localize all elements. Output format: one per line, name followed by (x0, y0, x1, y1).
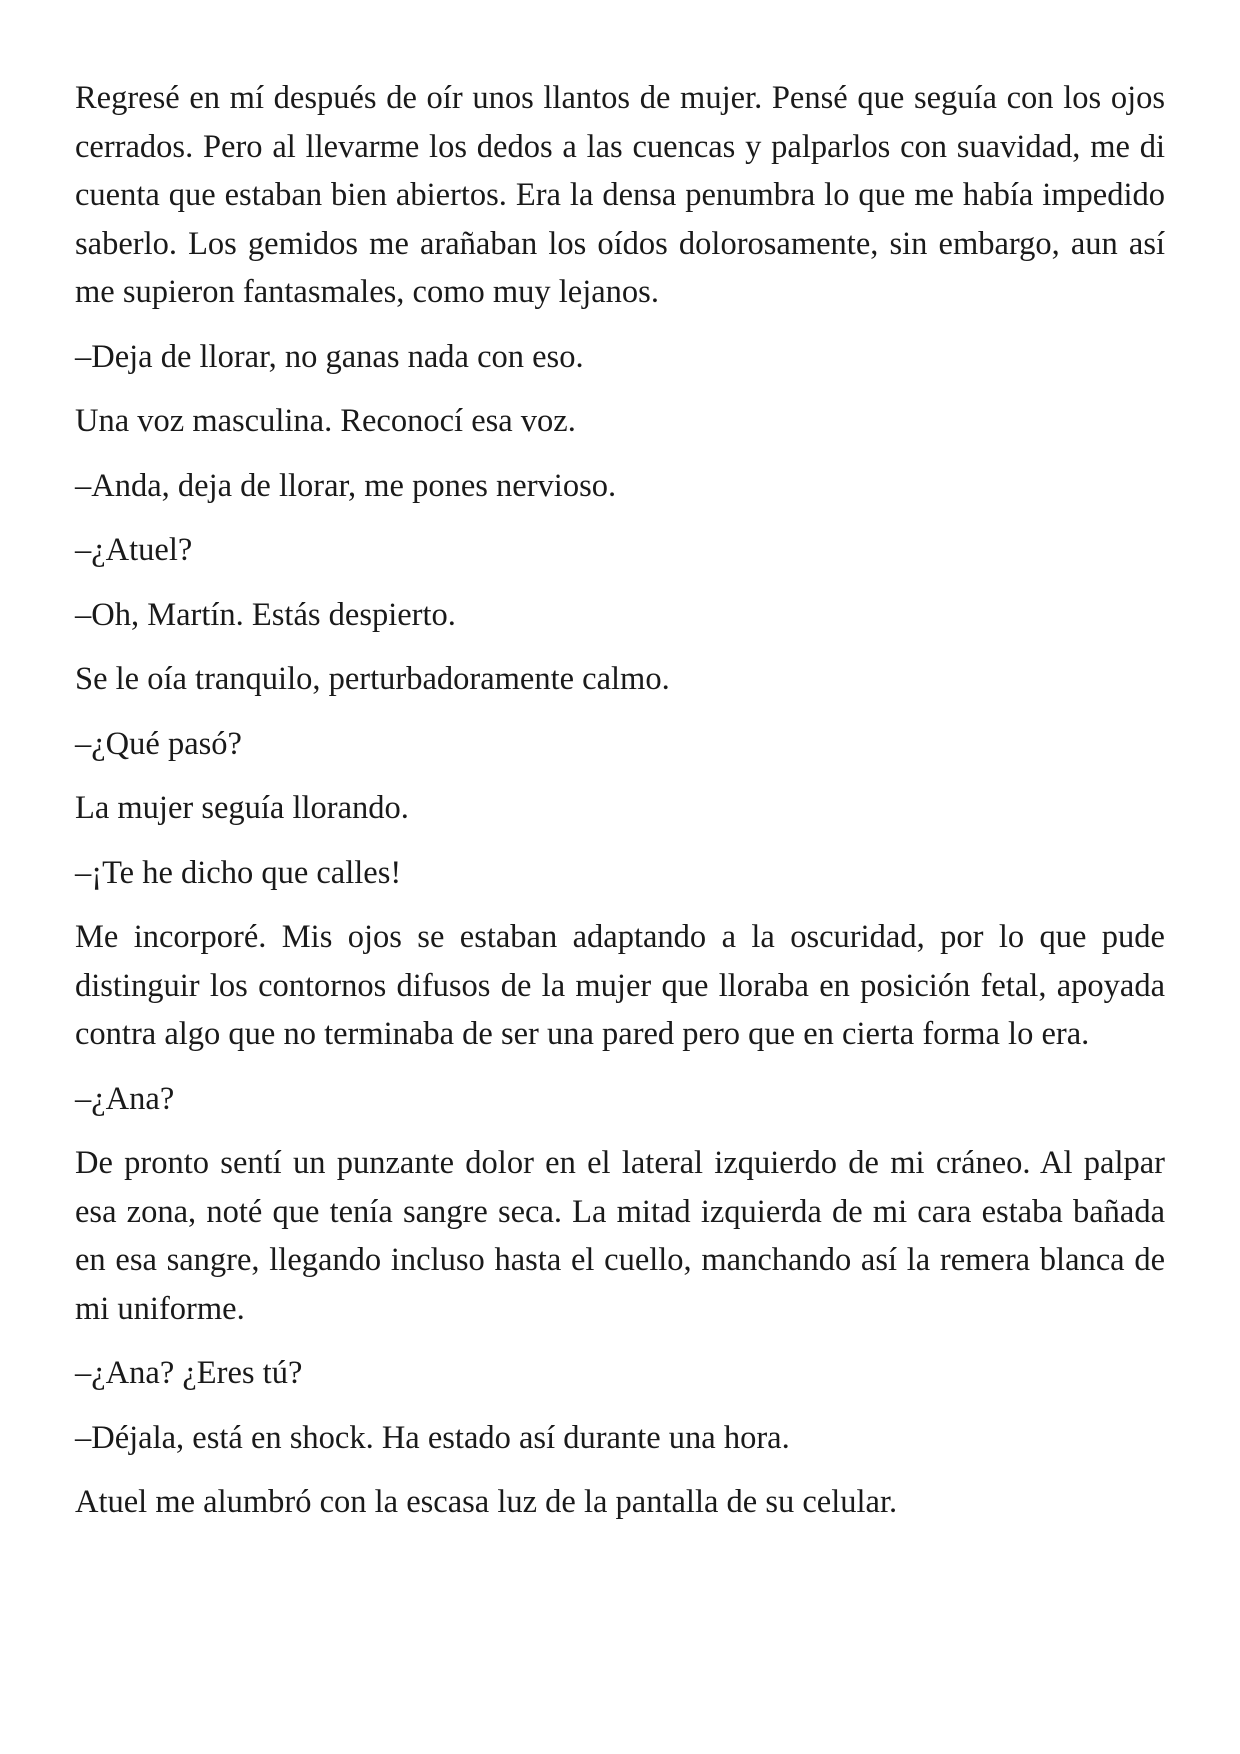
paragraph: –Anda, deja de llorar, me pones nervioso. (75, 467, 617, 504)
paragraph: –¿Atuel? (75, 532, 193, 568)
paragraph: –Déjala, está en shock. Ha estado así durante una hora. (75, 1419, 790, 1456)
paragraph: –Oh, Martín. Estás despierto. (75, 596, 456, 633)
paragraph: De pronto sentí un punzante dolor en el lateral izquierdo de mi cráneo. Al palpar esa zona, noté que tenía sangre seca. La mitad izquierda de mi cara estaba bañada en esa sangre, llegando incluso hasta el cuello, manchando así la remera blanca de mi uniforme. (75, 1145, 1165, 1327)
paragraph: –Deja de llorar, no ganas nada con eso. (75, 338, 584, 375)
paragraph: –¡Te he dicho que calles! (75, 854, 402, 891)
paragraph: La mujer seguía llorando. (75, 790, 409, 826)
paragraph: Una voz masculina. Reconocí esa voz. (75, 403, 576, 439)
paragraph: –¿Ana? ¿Eres tú? (75, 1355, 303, 1391)
paragraph: Me incorporé. Mis ojos se estaban adaptando a la oscuridad, por lo que pude distinguir los contornos difusos de la mujer que lloraba en posición fetal, apoyada contra algo que no terminaba de ser una pared pero que en cierta forma lo era. (75, 919, 1165, 1052)
paragraph: Atuel me alumbró con la escasa luz de la pantalla de su celular. (75, 1484, 898, 1520)
paragraph: Se le oía tranquilo, perturbadoramente calmo. (75, 661, 670, 697)
paragraph: –¿Ana? (75, 1080, 175, 1117)
paragraph: Regresé en mí después de oír unos llantos de mujer. Pensé que seguía con los ojos cerrados. Pero al llevarme los dedos a las cuencas y palparlos con suavidad, me di cuenta que estaban bien abiertos. Era la densa penumbra lo que me había impedido saberlo. Los gemidos me arañaban los oídos dolorosamente, sin embargo, aun así me supieron fantasmales, como muy lejanos. (75, 80, 1165, 310)
body-text (75, 74, 1165, 1543)
paragraph: –¿Qué pasó? (75, 725, 242, 762)
